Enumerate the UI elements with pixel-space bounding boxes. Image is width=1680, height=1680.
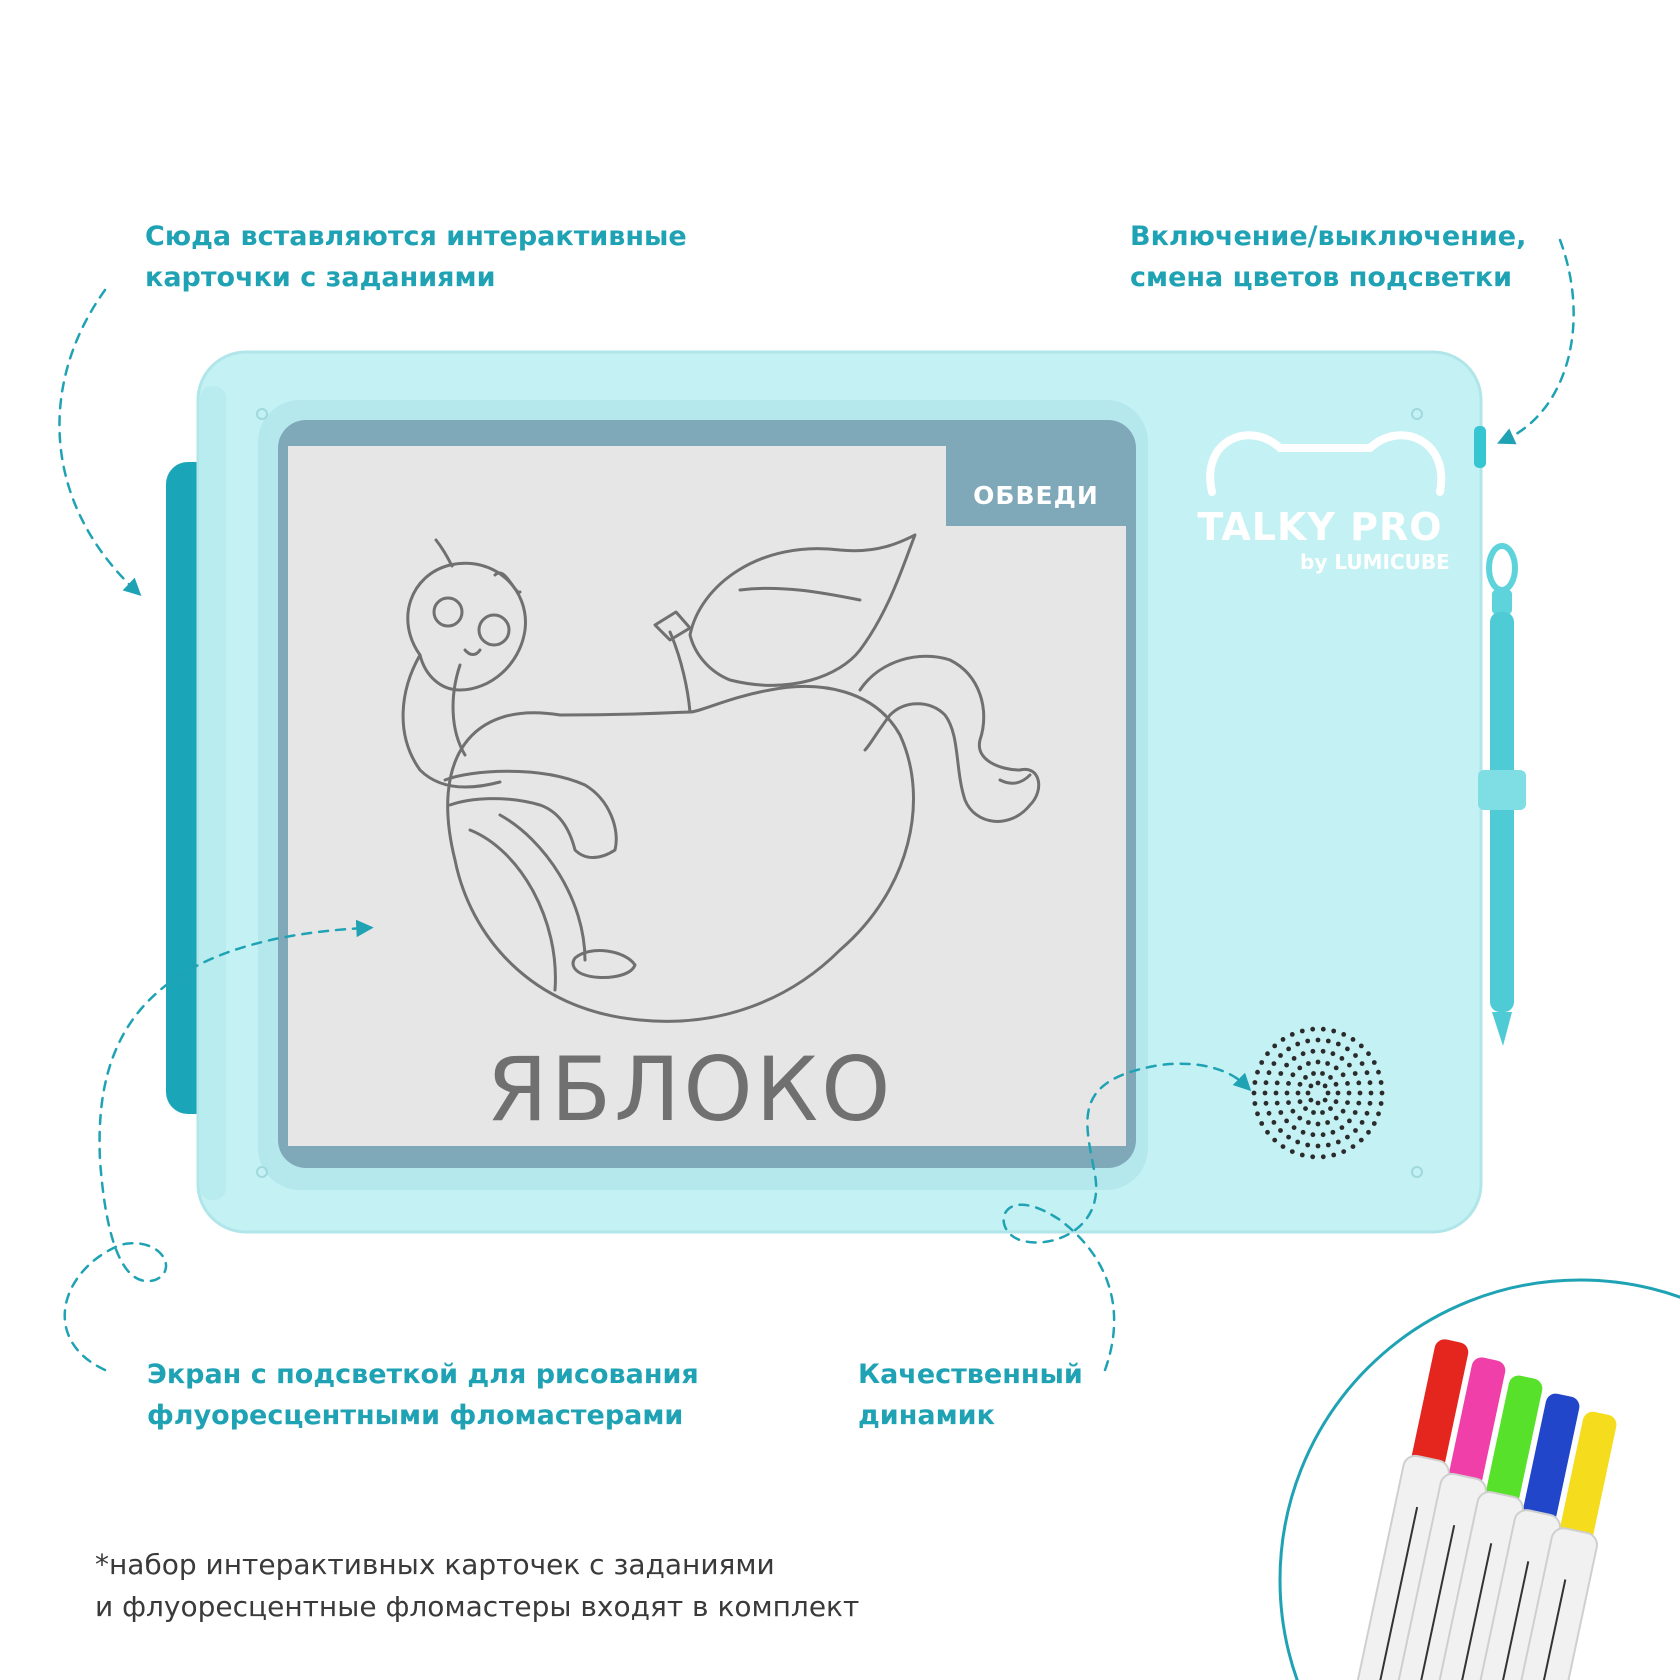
callout-line: карточки с заданиями <box>145 262 496 293</box>
card-word: ЯБЛОКО <box>486 1038 894 1141</box>
callout-line: Включение/выключение, <box>1130 221 1527 252</box>
power-button[interactable] <box>1474 426 1486 468</box>
card-task-label: ОБВЕДИ <box>973 481 1099 510</box>
callout-line: смена цветов подсветки <box>1130 262 1513 293</box>
callout-line: Качественный <box>858 1359 1083 1390</box>
footnote <box>95 1544 859 1628</box>
markers-inset <box>1280 1280 1680 1680</box>
callout-speaker <box>858 1354 1083 1436</box>
callout-line: Экран с подсветкой для рисования <box>147 1359 699 1390</box>
callout-line: динамик <box>858 1400 995 1431</box>
brand-by-text: by LUMICUBE <box>1300 550 1450 574</box>
callout-line: Сюда вставляются интерактивные <box>145 221 687 252</box>
device-left-rail <box>200 386 226 1200</box>
brand-logo-text: TALKY PRO <box>1197 505 1443 549</box>
callout-line: флуоресцентными фломастерами <box>147 1400 684 1431</box>
stylus-icon[interactable] <box>1478 546 1526 1046</box>
footnote-line: *набор интерактивных карточек с заданиями <box>95 1548 775 1581</box>
callout-power-button <box>1130 216 1526 298</box>
callout-screen <box>147 1354 699 1436</box>
footnote-line: и флуоресцентные фломастеры входят в комплект <box>95 1590 860 1623</box>
callout-card-slot <box>145 216 687 298</box>
